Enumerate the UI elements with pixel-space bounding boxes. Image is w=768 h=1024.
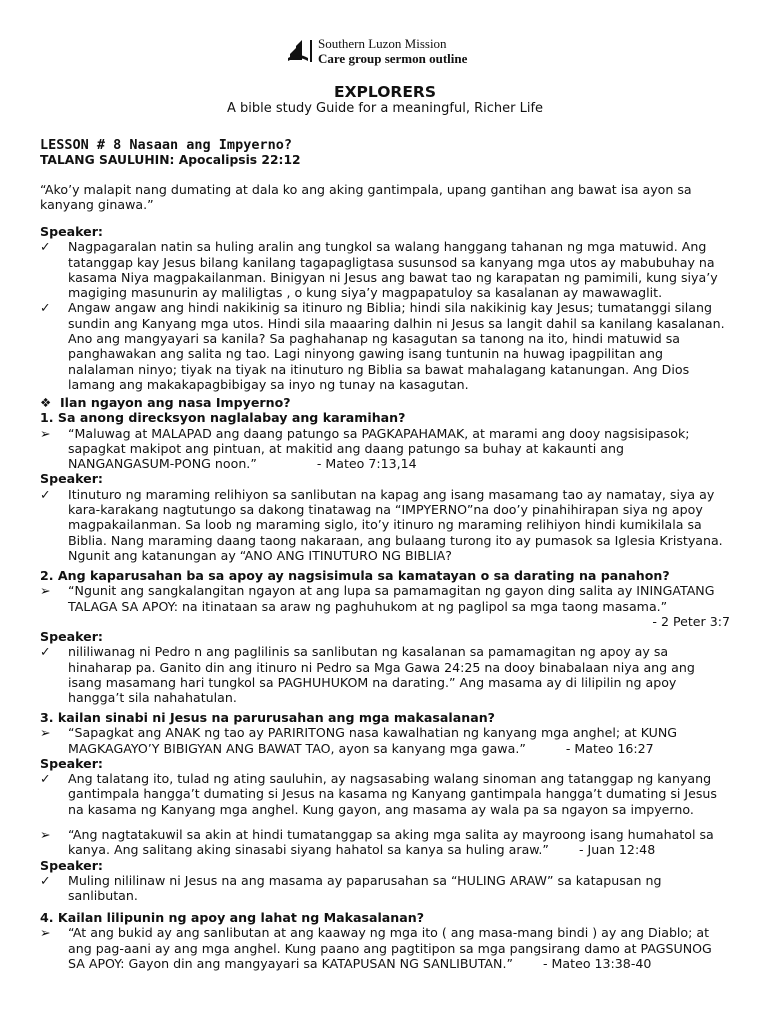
question-1: 1. Sa anong direcksyon naglalabay ang karamihan?	[40, 410, 406, 426]
q3-ref: - Mateo 16:27	[565, 740, 654, 756]
q3-verse2-text: “Ang nagtatakuwil sa akin at hindi tumatanggap sa aking mga salita ay mayroong isang humahatol sa kanya. Ang salitang aking sinasabi siyang hahatol sa kanya sa huling araw.”	[68, 827, 714, 858]
page-subtitle: A bible study Guide for a meaningful, Richer Life	[226, 101, 544, 116]
org-name: Southern Luzon Mission	[318, 36, 447, 51]
speaker-label: Speaker:	[40, 755, 103, 771]
check-icon: ✓	[40, 486, 51, 502]
speaker-label: Speaker:	[40, 857, 103, 873]
church-logo-icon	[284, 36, 314, 66]
check-icon: ✓	[40, 300, 51, 316]
q4-ref: - Mateo 13:38-40	[543, 955, 652, 971]
section-head-text: Ilan ngayon ang nasa Impyerno?	[60, 395, 291, 410]
question-4: 4. Kailan lilipunin ng apoy ang lahat ng Makasalanan?	[40, 910, 425, 925]
q2-speaker-text: nililiwanag ni Pedro n ang paglilinis sa sanlibutan ng kasalanan sa pamamagitan ng apoy ay sa hinaharap pa. Ganito din ang itinuro ni Pedro sa Mga Gawa 24:25 na dooy binabalaan niya ang ang isang masamang hari tungkol sa PAGHUHUKOM na darating.” Ang masama ay di lilipilin ng apoy hangga’t sila nahahatulan.	[68, 644, 695, 706]
q3-verse	[40, 725, 730, 756]
intro-item-2	[40, 300, 730, 392]
q3-speaker	[40, 771, 730, 817]
lesson-title: LESSON # 8 Nasaan ang Impyerno?	[40, 137, 292, 153]
q3-speaker2-text: Muling nililinaw ni Jesus na ang masama ay paparusahan sa “HULING ARAW” sa katapusan ng sanlibutan.	[68, 872, 662, 904]
q1-ref: - Mateo 7:13,14	[316, 456, 417, 472]
check-icon: ✓	[40, 771, 51, 787]
intro-text-2: Angaw angaw ang hindi nakikinig sa itinuro ng Biblia; hindi sila nakikinig kay Jesus; tumatanggi silang sundin ang Kanyang mga utos. Hindi sila maaaring dalhin ni Jesus sa langit dahil sa kanilang kasalanan. Ano ang mangyayari sa kanila? Sa paghahanap ng kasagutan sa tanong na ito, hindi matuwid sa panghawakan ang salita ng tao. Lagi ninyong gawing isang tuntunin na huwag ipagpilitan ang nalalaman ninyo; tiyak na tiyak na itinuturo ng Biblia sa bawat mahalagang katanungan. Ang Dios lamang ang makakapagbibigay sa inyo ng tunay na kasagutan.	[68, 300, 725, 392]
q2-verse	[40, 583, 730, 614]
arrow-bullet-icon: ➢	[40, 725, 51, 741]
q3-ref-2: - Juan 12:48	[578, 842, 656, 858]
q2-block	[40, 568, 730, 706]
q4-block	[40, 910, 730, 971]
memory-verse: “Ako’y malapit nang dumating at dala ko ang aking gantimpala, upang gantihan ang bawat isa ayon sa kanyang ginawa.”	[40, 182, 692, 213]
speaker-label: Speaker:	[40, 471, 103, 487]
header	[284, 34, 584, 70]
check-icon: ✓	[40, 644, 51, 660]
q1-verse-text: “Maluwag at MALAPAD ang daang patungo sa PAGKAPAHAMAK, at marami ang dooy nagsisipasok; sapagkat makipot ang pintuan, at makitid ang daang patungo sa buhay at kakaunti ang NANGANGASUM-PONG noon.”	[68, 425, 690, 472]
memory-verse-ref: TALANG SAULUHIN: Apocalipsis 22:12	[40, 153, 301, 167]
speaker-label: Speaker:	[40, 629, 103, 645]
q3-speaker-2	[40, 873, 730, 904]
q2-ref: - 2 Peter 3:7	[652, 613, 730, 629]
speaker-label: Speaker:	[40, 224, 103, 239]
q3-verse-2	[40, 827, 730, 858]
q1-verse	[40, 426, 730, 472]
arrow-bullet-icon: ➢	[40, 827, 51, 843]
intro-block	[40, 224, 730, 392]
q2-verse-text: “Ngunit ang sangkalangitan ngayon at ang lupa sa pamamagitan ng gayon ding salita ay ININGATANG TALAGA SA APOY: na itinataan sa araw ng paghuhukom at ng paglipol sa mga taong masama.”	[68, 583, 715, 614]
outline-type: Care group sermon outline	[318, 51, 468, 66]
q3-verse-text: “Sapagkat ang ANAK ng tao ay PARIRITONG nasa kawalhatian ng kanyang mga anghel; at KUNG MAGKAGAYO’Y BIBIGYAN ANG BAWAT TAO, ayon sa kanyang mga gawa.”	[68, 725, 678, 756]
question-2: 2. Ang kaparusahan ba sa apoy ay nagsisimula sa kamatayan o sa darating na panahon?	[40, 568, 670, 583]
q1-speaker-text: Itinuturo ng maraming relihiyon sa sanlibutan na kapag ang isang masamang tao ay namatay, siya ay kara-karakang nagtutungo sa dakong tinatawag na “IMPYERNO”na doo’y pinahihirapan siya ng apoy magpakailanman. Sa loob ng maraming siglo, ito’y itinuro ng maraming relihiyon hindi kumikilala sa Biblia. Nang maraming daang taong nakaraan, ang bulaang turong ito ay pumasok sa Iglesia Kristyana. Ngunit ang katanungan ay “ANO ANG ITINUTURO NG BIBLIA?	[68, 486, 723, 563]
q3-block	[40, 710, 730, 904]
page-title: EXPLORERS	[333, 83, 437, 101]
q4-verse-text: “At ang bukid ay ang sanlibutan at ang kaaway ng mga ito ( ang masa-mang bindi ) ay ang Diablo; at ang pag-aani ay ang mga anghel. Kung paano ang pagtitipon sa mga pangsirang damo at PAGSUNOG SA APOY: Gayon din ang mangyayari sa KATAPUSAN NG SANLIBUTAN.”	[68, 925, 712, 971]
intro-text-1: Nagpagaralan natin sa huling aralin ang tungkol sa walang hanggang tahanan ng mga matuwid. Ang tatanggap kay Jesus bilang kanilang tagapagligtasa susunsod sa kanyang mga utos ay mabubuhay na kasama Niya magpakailanman. Binigyan ni Jesus ang bawat tao ng karapatan ng pamimili, kung siya’y magiging masunurin ay maliligtas , o kung siya’y magpapatuloy sa kasalanan ay mawawaglit.	[68, 239, 718, 301]
q2-speaker	[40, 644, 730, 705]
arrow-bullet-icon: ➢	[40, 425, 51, 441]
diamond-bullet-icon: ❖	[40, 395, 52, 410]
q4-verse	[40, 925, 730, 971]
q1-speaker	[40, 487, 730, 563]
section-head	[40, 395, 730, 410]
check-icon: ✓	[40, 239, 51, 255]
arrow-bullet-icon: ➢	[40, 583, 51, 599]
arrow-bullet-icon: ➢	[40, 925, 51, 941]
q3-speaker-text: Ang talatang ito, tulad ng ating sauluhin, ay nagsasabing walang sinoman ang tatanggap ng kanyang gantimpala hangga’t dumating si Jesus na kasama ng Kanyang gantimpala hangga’t dumating si Jesus na kasama ng Kanyang mga anghel. Kung gayon, ang masama ay wala pa sa ngayon sa impyerno.	[68, 771, 717, 817]
q1-block	[40, 395, 730, 563]
intro-item-1	[40, 239, 730, 300]
question-3: 3. kailan sinabi ni Jesus na parurusahan ang mga makasalanan?	[40, 710, 495, 725]
check-icon: ✓	[40, 872, 51, 888]
